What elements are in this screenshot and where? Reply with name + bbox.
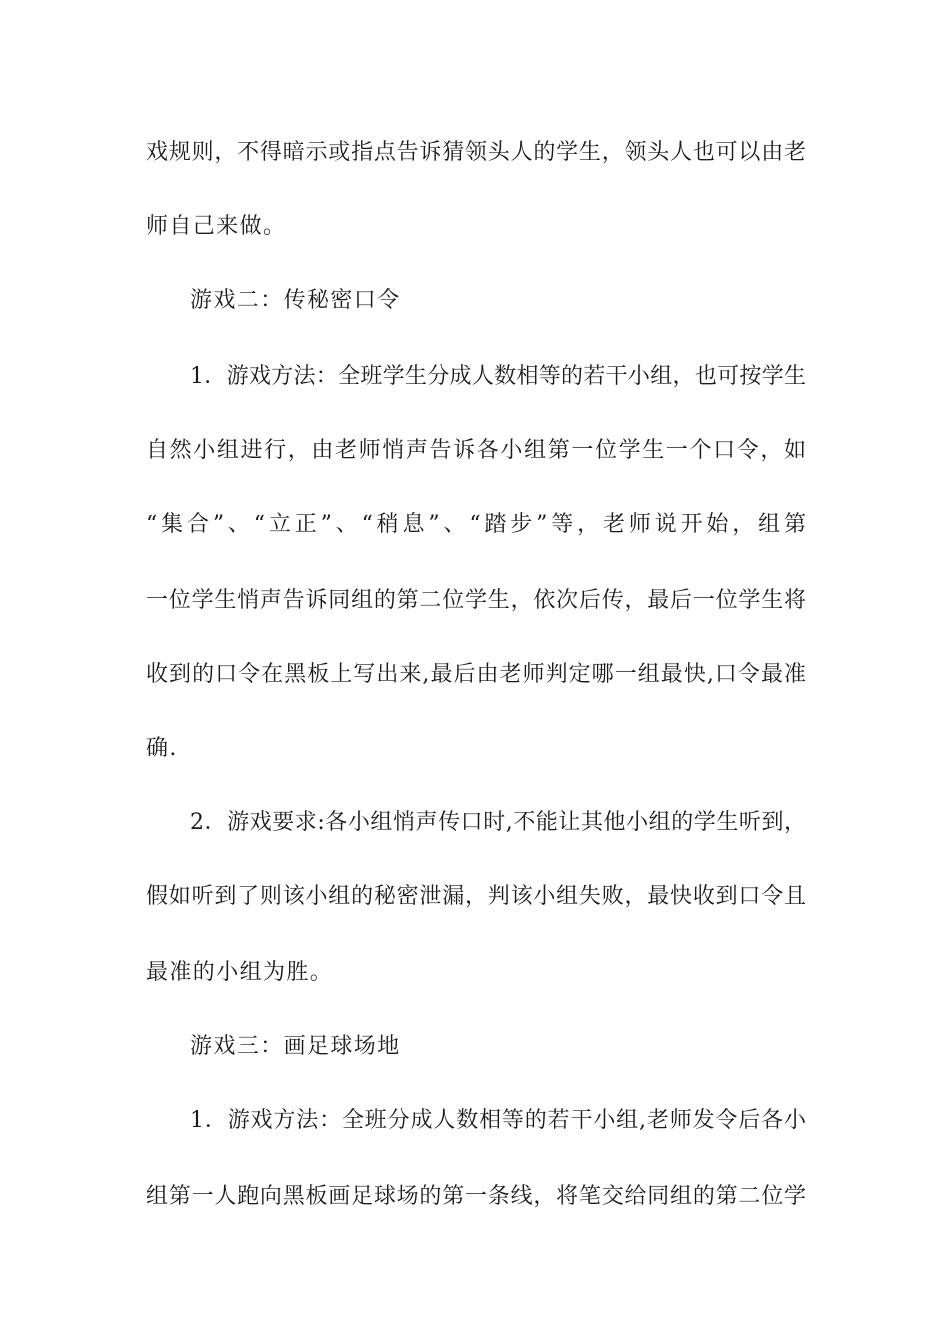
text-line-4: 1．游戏方法：全班学生分成人数相等的若干小组，也可按学生 [190,364,806,389]
section-heading-game-2: 游戏二：传秘密口令 [190,288,401,313]
text-line-12: 最准的小组为胜。 [146,960,334,985]
text-line-9: 确. [146,736,178,761]
text-line-2: 师自己来做。 [146,214,287,239]
text-line-11: 假如听到了则该小组的秘密泄漏，判该小组失败，最快收到口令且 [146,884,806,909]
text-line-1: 戏规则，不得暗示或指点告诉猜领头人的学生，领头人也可以由老 [146,140,806,165]
text-line-15: 组第一人跑向黑板画足球场的第一条线，将笔交给同组的第二位学 [146,1184,806,1209]
text-line-8: 收到的口令在黑板上写出来,最后由老师判定哪一组最快,口令最准 [146,662,806,687]
text-line-6: “集合”、“立正”、“稍息”、“踏步”等，老师说开始，组第 [146,512,806,537]
section-heading-game-3: 游戏三：画足球场地 [190,1034,401,1059]
text-line-5: 自然小组进行，由老师悄声告诉各小组第一位学生一个口令，如 [146,438,806,463]
text-line-7: 一位学生悄声告诉同组的第二位学生，依次后传，最后一位学生将 [146,588,806,613]
text-line-10: 2．游戏要求:各小组悄声传口时,不能让其他小组的学生听到， [190,810,806,835]
text-line-14: 1．游戏方法：全班分成人数相等的若干小组,老师发令后各小 [190,1108,806,1133]
